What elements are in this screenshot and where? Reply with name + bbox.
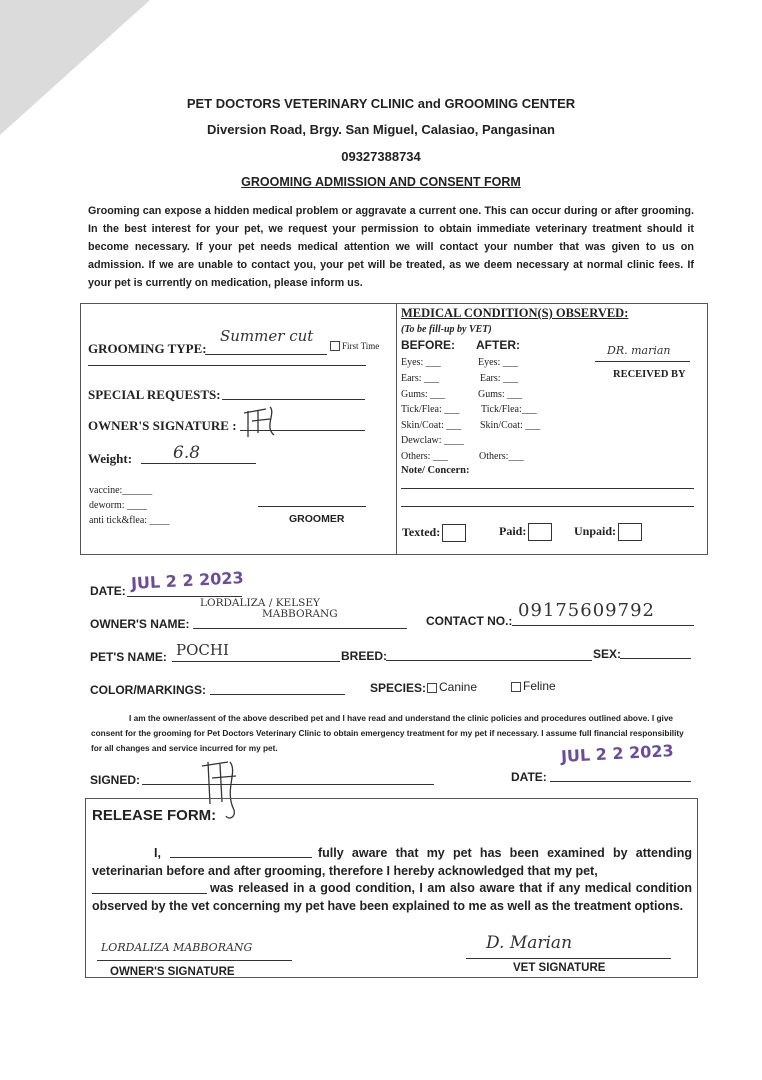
consent-paragraph: I am the owner/assent of the above described pet and I have read and understand the clinic policies and procedures outlined above. I give consent for the grooming for Pet Doctors Veterinary Clinic to obtain emergency treatment for my pet if necessary. I assume full financial responsibility for all changes and service incurred for my pet. bbox=[91, 713, 684, 753]
before-skincoat: Skin/Coat: ___ bbox=[401, 420, 462, 431]
species-label: SPECIES: bbox=[370, 681, 427, 695]
antitick-field: anti tick&flea: ____ bbox=[89, 515, 170, 526]
note-concern-label: Note/ Concern: bbox=[401, 465, 470, 476]
color-markings-field[interactable] bbox=[210, 680, 345, 695]
medical-subtitle: (To be fill-up by VET) bbox=[401, 324, 492, 335]
owner-name-label: OWNER'S NAME: bbox=[90, 617, 190, 631]
received-by-value: DR. marian bbox=[607, 344, 671, 357]
note-line-1[interactable] bbox=[401, 478, 694, 489]
clinic-address: Diversion Road, Brgy. San Miguel, Calasiao, Pangasinan bbox=[207, 122, 555, 137]
after-others: Others:___ bbox=[479, 451, 524, 462]
after-gums: Gums: ___ bbox=[478, 389, 523, 400]
before-others: Others: ___ bbox=[401, 451, 448, 462]
signed-field[interactable] bbox=[142, 770, 434, 785]
groomer-label: GROOMER bbox=[289, 513, 345, 525]
sex-label: SEX: bbox=[593, 647, 622, 661]
received-by-line[interactable] bbox=[595, 351, 690, 362]
feline-checkbox[interactable]: Feline bbox=[511, 679, 556, 693]
scan-corner-shadow bbox=[0, 0, 150, 135]
owner-name-value-1: LORDALIZA / KELSEY bbox=[200, 597, 320, 609]
vaccine-field: vaccine:______ bbox=[89, 485, 153, 496]
owner-name-value-2: MABBORANG bbox=[262, 608, 338, 620]
before-dewclaw: Dewclaw: ____ bbox=[401, 435, 465, 446]
signed-label: SIGNED: bbox=[90, 773, 141, 787]
before-ears: Ears: ___ bbox=[401, 373, 440, 384]
checkbox-square-icon bbox=[330, 341, 340, 351]
release-text-2: was released in a good condition, I am also aware that if any medical condition observed by the vet concerning my pet have been explained to me as well as the treatment options. bbox=[92, 881, 692, 913]
form-title: GROOMING ADMISSION AND CONSENT FORM bbox=[241, 175, 521, 189]
grooming-type-extra-line[interactable] bbox=[88, 355, 366, 366]
release-vet-signature-line[interactable] bbox=[466, 948, 671, 959]
texted-checkbox[interactable]: Texted: bbox=[402, 524, 466, 542]
paid-box-icon bbox=[528, 523, 552, 541]
contact-label: CONTACT NO.: bbox=[426, 614, 513, 628]
medical-title: MEDICAL CONDITION(S) OBSERVED: bbox=[401, 306, 629, 320]
unpaid-box-icon bbox=[618, 523, 642, 541]
release-form-title: RELEASE FORM: bbox=[92, 807, 217, 824]
unpaid-checkbox[interactable]: Unpaid: bbox=[574, 523, 642, 541]
box-divider bbox=[396, 304, 397, 554]
release-text-1: fully aware that my pet has been examined by attending veterinarian before and after grooming, therefore I hereby acknowledged that my pet, bbox=[92, 846, 692, 878]
after-ears: Ears: ___ bbox=[480, 373, 519, 384]
contact-value: 09175609792 bbox=[518, 600, 655, 621]
texted-box-icon bbox=[442, 524, 466, 542]
release-owner-signature-hand: LORDALIZA MABBORANG bbox=[101, 941, 253, 954]
after-tickflea: Tick/Flea:___ bbox=[481, 404, 537, 415]
consent-date-stamp: JUL 2 2 2023 bbox=[560, 741, 675, 766]
grooming-type-value: Summer cut bbox=[220, 327, 314, 345]
after-header: AFTER: bbox=[476, 338, 520, 352]
before-header: BEFORE: bbox=[401, 338, 455, 352]
breed-label: BREED: bbox=[341, 649, 388, 663]
consent-date-field[interactable] bbox=[550, 767, 691, 782]
after-skincoat: Skin/Coat: ___ bbox=[480, 420, 541, 431]
before-eyes: Eyes: ___ bbox=[401, 357, 441, 368]
weight-label: Weight: bbox=[88, 451, 133, 466]
note-line-2[interactable] bbox=[401, 496, 694, 507]
grooming-type-label: GROOMING TYPE: bbox=[88, 341, 207, 356]
breed-field[interactable] bbox=[386, 646, 592, 661]
release-i-label: I, bbox=[154, 846, 161, 860]
before-gums: Gums: ___ bbox=[401, 389, 446, 400]
special-requests-label: SPECIAL REQUESTS: bbox=[88, 387, 221, 402]
release-owner-signature-label: OWNER'S SIGNATURE bbox=[110, 966, 235, 978]
paid-checkbox[interactable]: Paid: bbox=[499, 523, 552, 541]
pet-name-label: PET'S NAME: bbox=[90, 650, 167, 664]
canine-checkbox[interactable]: Canine bbox=[427, 680, 477, 694]
date-label: DATE: bbox=[90, 584, 126, 598]
clinic-phone: 09327388734 bbox=[341, 149, 421, 164]
intro-paragraph: Grooming can expose a hidden medical problem or aggravate a current one. This can occur during or after grooming. In the best interest for your pet, we request your permission to obtain immediate veterinary treatment should it become necessary. If your pet needs medical attention we will contact your number that was given to us on admission. If we are unable to contact you, your pet will be treated, as we deem necessary at normal clinic fees. If your pet is currently on medication, please inform us. bbox=[88, 205, 694, 289]
first-time-checkbox[interactable]: First Time bbox=[330, 341, 379, 352]
date-stamp: JUL 2 2 2023 bbox=[130, 568, 245, 593]
after-eyes: Eyes: ___ bbox=[478, 357, 518, 368]
pet-name-value: POCHI bbox=[176, 641, 229, 659]
owner-signature-scribble-icon bbox=[240, 403, 300, 443]
clinic-name: PET DOCTORS VETERINARY CLINIC and GROOMING CENTER bbox=[186, 96, 576, 111]
release-vet-signature-label: VET SIGNATURE bbox=[513, 962, 606, 974]
color-markings-label: COLOR/MARKINGS: bbox=[90, 683, 206, 697]
owner-signature-label: OWNER'S SIGNATURE : bbox=[88, 418, 237, 433]
feline-box-icon bbox=[511, 682, 521, 692]
sex-field[interactable] bbox=[620, 644, 691, 659]
canine-box-icon bbox=[427, 683, 437, 693]
special-requests-field[interactable] bbox=[222, 385, 365, 400]
release-vet-signature-hand: D. Marian bbox=[486, 933, 573, 953]
received-by-label: RECEIVED BY bbox=[613, 369, 686, 380]
consent-date-label: DATE: bbox=[511, 770, 547, 784]
deworm-field: deworm: ____ bbox=[89, 500, 148, 511]
weight-value: 6.8 bbox=[173, 443, 201, 463]
before-tickflea: Tick/Flea: ___ bbox=[401, 404, 460, 415]
groomer-signature-line[interactable] bbox=[258, 496, 366, 507]
release-owner-signature-line[interactable] bbox=[97, 950, 292, 961]
